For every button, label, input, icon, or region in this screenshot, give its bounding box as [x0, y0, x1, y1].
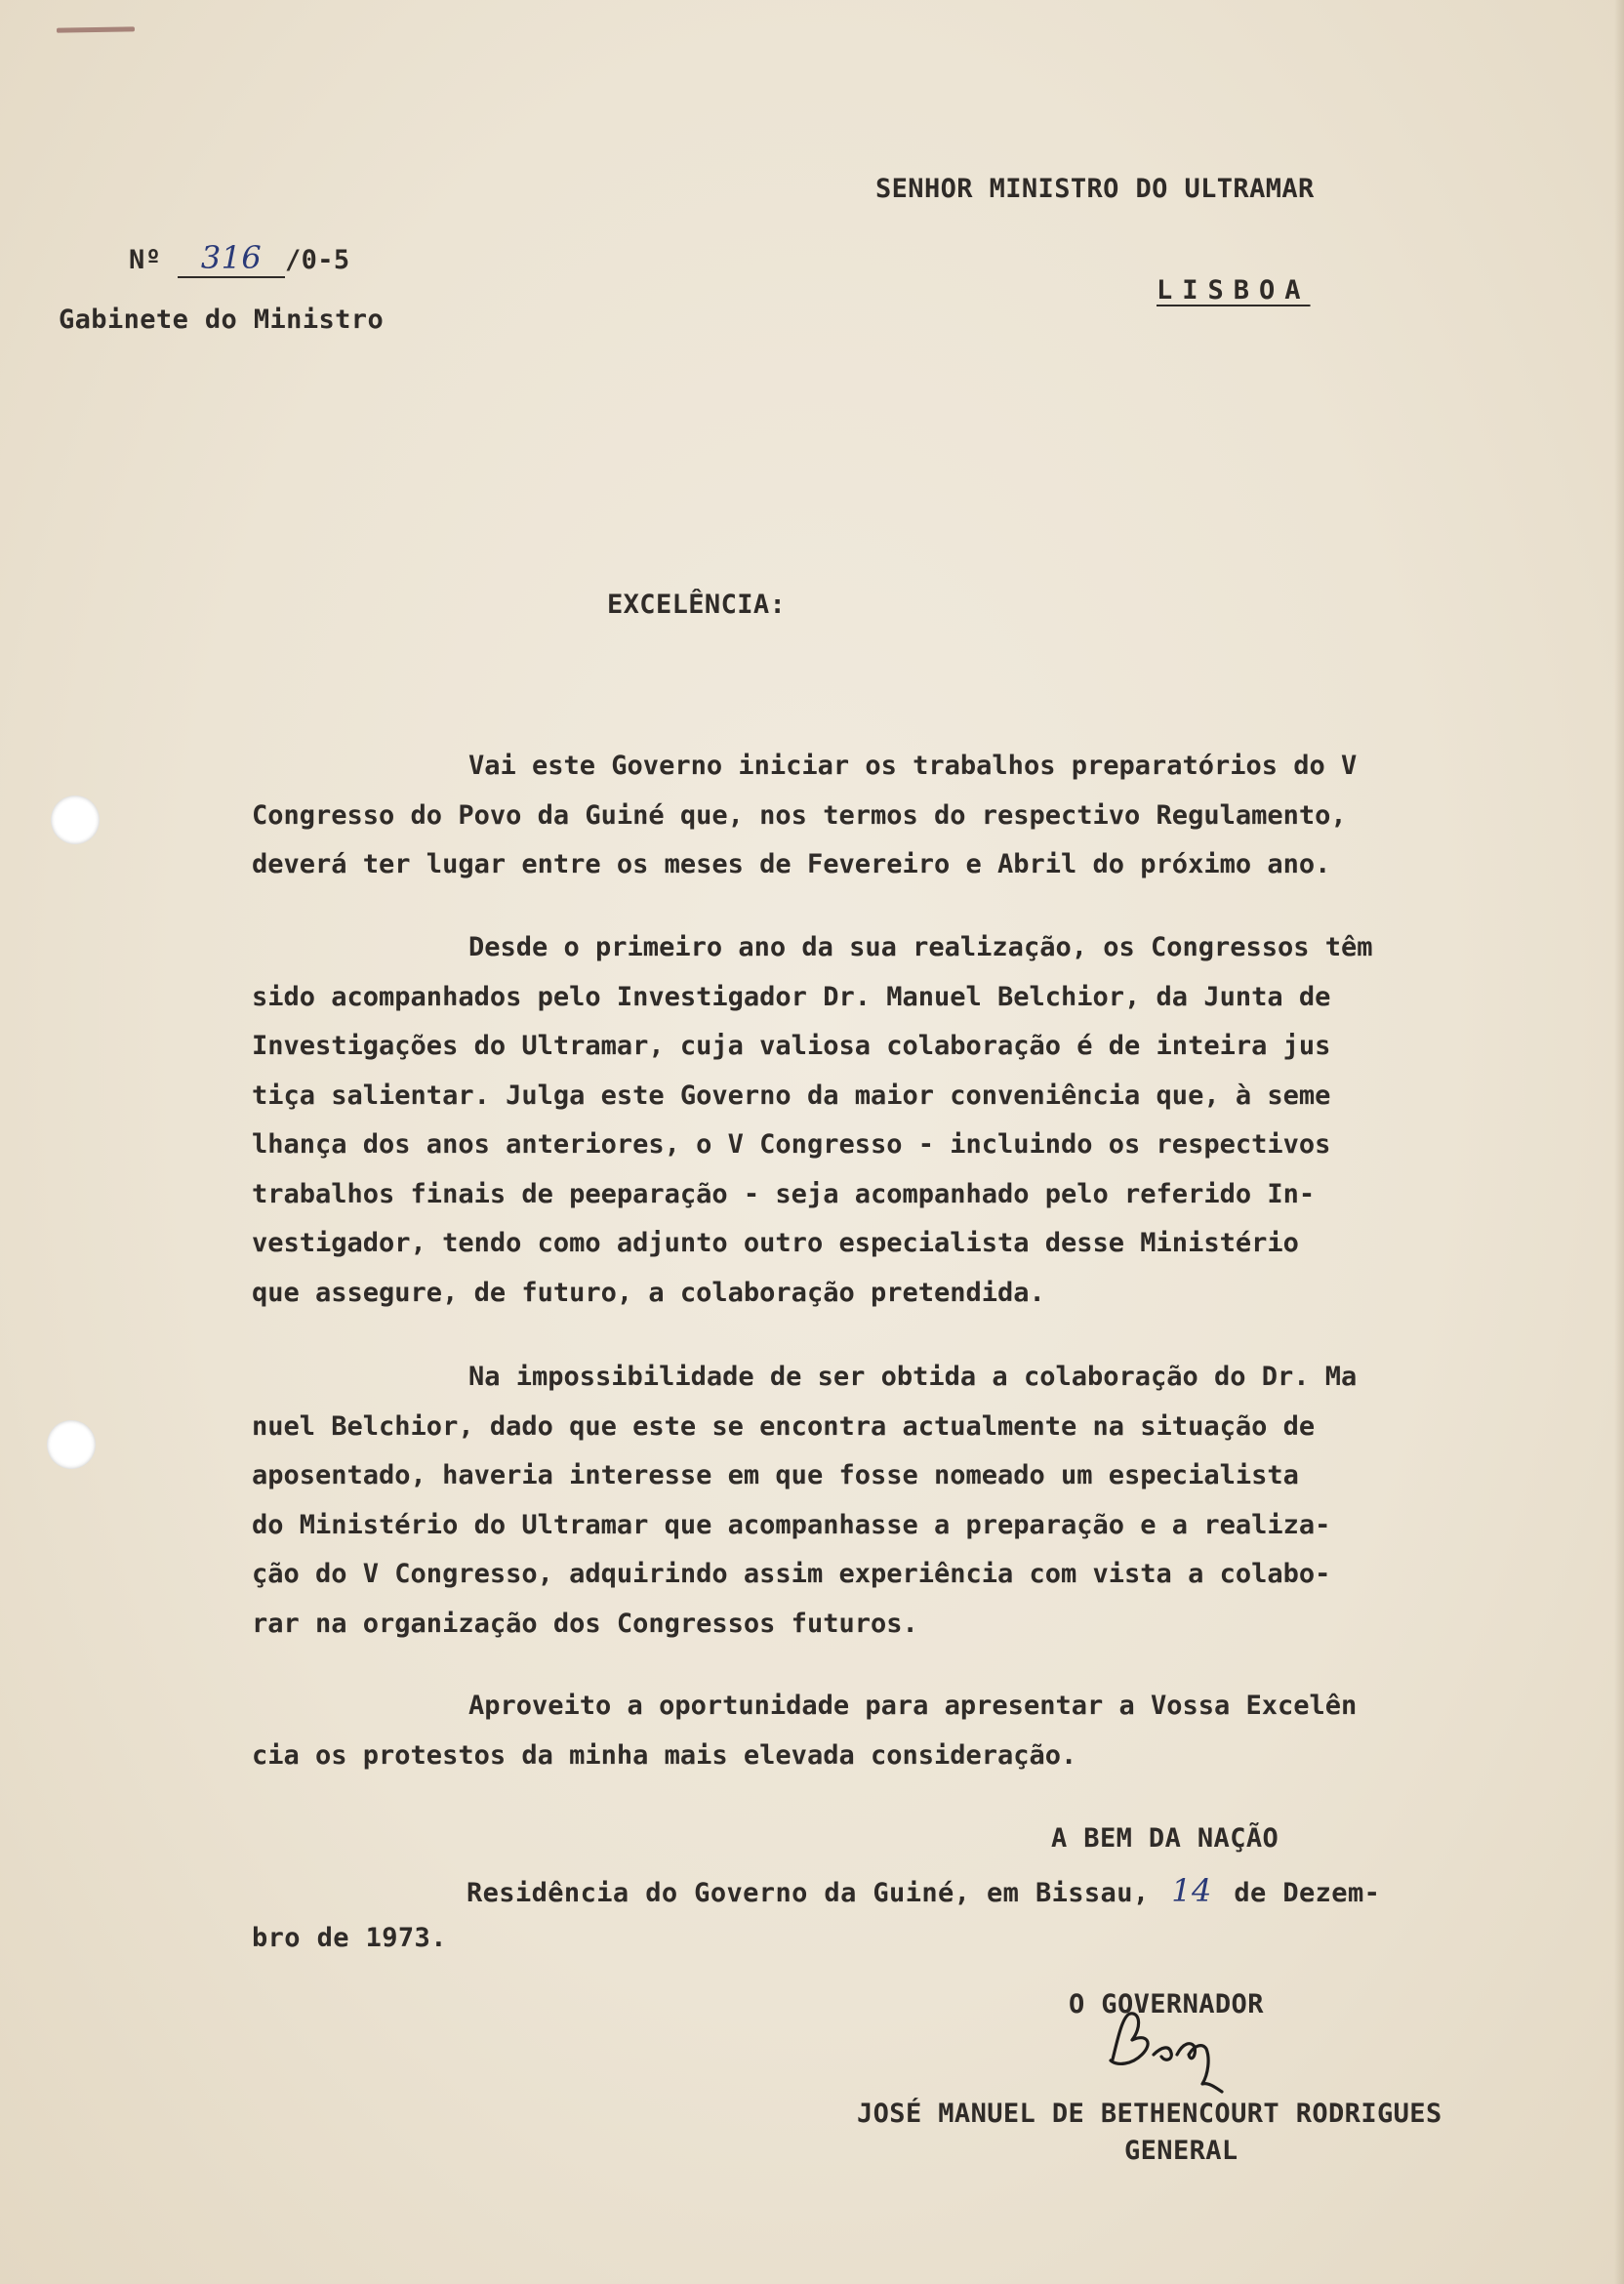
paragraph-line: cia os protestos da minha mais elevada consideração. [252, 1739, 1077, 1771]
corner-ink-mark [57, 26, 135, 32]
handwritten-signature [1093, 1986, 1279, 2103]
paragraph-1 [252, 742, 1472, 890]
salutation: EXCELÊNCIA: [607, 590, 787, 620]
paragraph-line: rar na organização dos Congressos futuros. [252, 1608, 918, 1639]
addressee-city: LISBOA [1157, 275, 1311, 306]
paragraph-line: ção do V Congresso, adquirindo assim experiência com vista a colabo- [252, 1559, 1331, 1589]
place-date-prefix: Residência do Governo da Guiné, em Bissau, [467, 1878, 1150, 1908]
paragraph-line: vestigador, tendo como adjunto outro especialista desse Ministério [252, 1228, 1299, 1258]
paragraph-3 [252, 1353, 1472, 1649]
paragraph-line: Congresso do Povo da Guiné que, nos termos do respectivo Regulamento, [252, 799, 1347, 831]
paragraph-line: Aproveito a oportunidade para apresentar a Vossa Excelên [468, 1691, 1358, 1721]
place-date-suffix: de Dezem- [1234, 1878, 1381, 1908]
place-date-line [467, 1872, 1380, 1909]
paragraph-line: sido acompanhados pelo Investigador Dr. Manuel Belchior, da Junta de [252, 981, 1331, 1012]
reference-prefix: Nº [129, 245, 162, 275]
punch-hole-top [51, 795, 100, 844]
reference-handwritten-number [178, 239, 285, 278]
paragraph-line: trabalhos finais de peeparação - seja acompanhado pelo referido In- [252, 1178, 1316, 1209]
paragraph-line: Na impossibilidade de ser obtida a colaboração do Dr. Ma [468, 1362, 1358, 1392]
addressee: SENHOR MINISTRO DO ULTRAMAR [875, 174, 1315, 204]
signatory-rank: GENERAL [1124, 2136, 1238, 2166]
place-date-line-2: bro de 1973. [252, 1923, 447, 1953]
paragraph-line: aposentado, haveria interesse em que fosse nomeado um especialista [252, 1460, 1299, 1490]
handwritten-day: 14 [1171, 1872, 1212, 1909]
paragraph-line: que assegure, de futuro, a colaboração pretendida. [252, 1277, 1045, 1308]
paragraph-2 [252, 923, 1472, 1318]
closing-motto: A BEM DA NAÇÃO [1051, 1823, 1279, 1854]
paragraph-line: lhança dos anos anteriores, o V Congresso - incluindo os respectivos [252, 1129, 1331, 1160]
paragraph-line: deverá ter lugar entre os meses de Fevereiro e Abril do próximo ano. [252, 849, 1331, 879]
paper-edge-shadow [1614, 0, 1624, 2284]
paragraph-line: Vai este Governo iniciar os trabalhos preparatórios do V [468, 751, 1358, 781]
office-label: Gabinete do Ministro [59, 305, 385, 335]
paragraph-line: do Ministério do Ultramar que acompanhasse a preparação e a realiza- [252, 1509, 1331, 1540]
paragraph-line: nuel Belchior, dado que este se encontra actualmente na situação de [252, 1410, 1316, 1442]
reference-number-value: 316 [200, 239, 263, 276]
paragraph-line: Desde o primeiro ano da sua realização, os Congressos têm [468, 932, 1373, 962]
paragraph-line: Investigações do Ultramar, cuja valiosa colaboração é de inteira jus [252, 1031, 1331, 1061]
paragraph-4 [252, 1682, 1472, 1780]
paragraph-line: tiça salientar. Julga este Governo da maior conveniência que, à seme [252, 1080, 1331, 1111]
reference-number [129, 239, 350, 278]
signatory-name: JOSÉ MANUEL DE BETHENCOURT RODRIGUES [857, 2099, 1442, 2129]
reference-suffix: /0-5 [284, 245, 350, 275]
punch-hole-bottom [47, 1420, 96, 1469]
signature-title: O GOVERNADOR [1069, 1989, 1264, 2019]
